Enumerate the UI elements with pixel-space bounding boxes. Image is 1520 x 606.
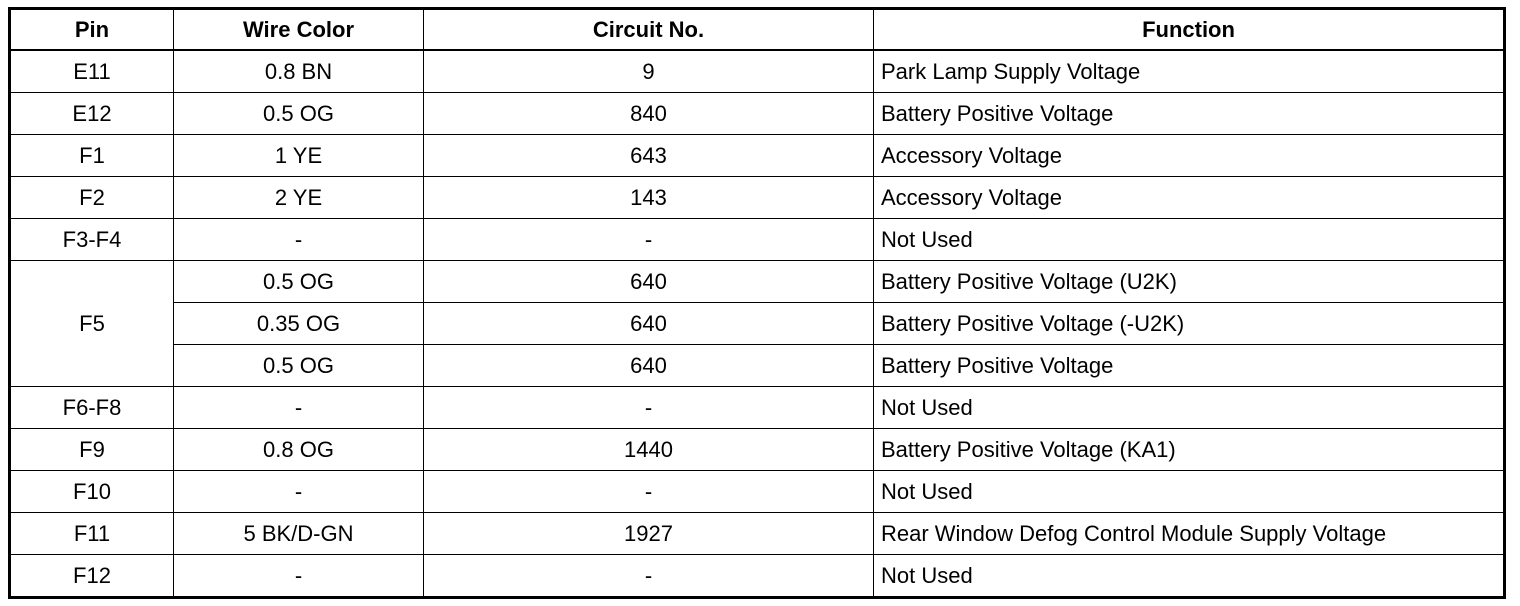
pin-cell: F11 [10, 513, 174, 555]
function-cell: Not Used [874, 387, 1505, 429]
table-row [10, 135, 1505, 177]
circuit-cell: 840 [424, 93, 874, 135]
function-cell: Not Used [874, 219, 1505, 261]
circuit-cell: - [424, 387, 874, 429]
function-cell: Rear Window Defog Control Module Supply Voltage [874, 513, 1505, 555]
wire-color-cell: 0.5 OG [174, 93, 424, 135]
pin-cell: F1 [10, 135, 174, 177]
circuit-cell: - [424, 555, 874, 598]
circuit-cell: - [424, 219, 874, 261]
header-circuit-no: Circuit No. [424, 9, 874, 51]
table-row [10, 513, 1505, 555]
table-row [10, 471, 1505, 513]
circuit-cell: 9 [424, 50, 874, 93]
table-row [10, 261, 1505, 303]
pin-cell: F6-F8 [10, 387, 174, 429]
table-row [10, 303, 1505, 345]
function-cell: Not Used [874, 471, 1505, 513]
pin-cell: E11 [10, 50, 174, 93]
table-row [10, 387, 1505, 429]
pin-cell: F3-F4 [10, 219, 174, 261]
wire-color-cell: 0.5 OG [174, 261, 424, 303]
circuit-cell: 143 [424, 177, 874, 219]
table-row [10, 50, 1505, 93]
circuit-cell: 1927 [424, 513, 874, 555]
table-row [10, 555, 1505, 598]
table-row [10, 219, 1505, 261]
function-cell: Not Used [874, 555, 1505, 598]
function-cell: Battery Positive Voltage [874, 93, 1505, 135]
connector-pinout-table [8, 7, 1506, 599]
wire-color-cell: 0.35 OG [174, 303, 424, 345]
pin-cell: F9 [10, 429, 174, 471]
circuit-cell: 640 [424, 303, 874, 345]
wire-color-cell: 2 YE [174, 177, 424, 219]
circuit-cell: 643 [424, 135, 874, 177]
table-row [10, 429, 1505, 471]
wire-color-cell: 5 BK/D-GN [174, 513, 424, 555]
circuit-cell: 640 [424, 345, 874, 387]
pin-cell: F10 [10, 471, 174, 513]
function-cell: Battery Positive Voltage (-U2K) [874, 303, 1505, 345]
table-header-row [10, 9, 1505, 51]
function-cell: Accessory Voltage [874, 177, 1505, 219]
pin-cell: F12 [10, 555, 174, 598]
pin-cell: F2 [10, 177, 174, 219]
function-cell: Park Lamp Supply Voltage [874, 50, 1505, 93]
function-cell: Battery Positive Voltage [874, 345, 1505, 387]
wire-color-cell: - [174, 219, 424, 261]
wire-color-cell: - [174, 471, 424, 513]
function-cell: Battery Positive Voltage (KA1) [874, 429, 1505, 471]
wire-color-cell: 0.5 OG [174, 345, 424, 387]
pin-cell: F5 [10, 261, 174, 387]
wire-color-cell: - [174, 387, 424, 429]
circuit-cell: 640 [424, 261, 874, 303]
wire-color-cell: 0.8 OG [174, 429, 424, 471]
wire-color-cell: - [174, 555, 424, 598]
circuit-cell: 1440 [424, 429, 874, 471]
header-pin: Pin [10, 9, 174, 51]
pin-cell: E12 [10, 93, 174, 135]
header-function: Function [874, 9, 1505, 51]
function-cell: Battery Positive Voltage (U2K) [874, 261, 1505, 303]
table-row [10, 93, 1505, 135]
table-row [10, 177, 1505, 219]
header-wire-color: Wire Color [174, 9, 424, 51]
function-cell: Accessory Voltage [874, 135, 1505, 177]
table-row [10, 345, 1505, 387]
wire-color-cell: 1 YE [174, 135, 424, 177]
wire-color-cell: 0.8 BN [174, 50, 424, 93]
circuit-cell: - [424, 471, 874, 513]
